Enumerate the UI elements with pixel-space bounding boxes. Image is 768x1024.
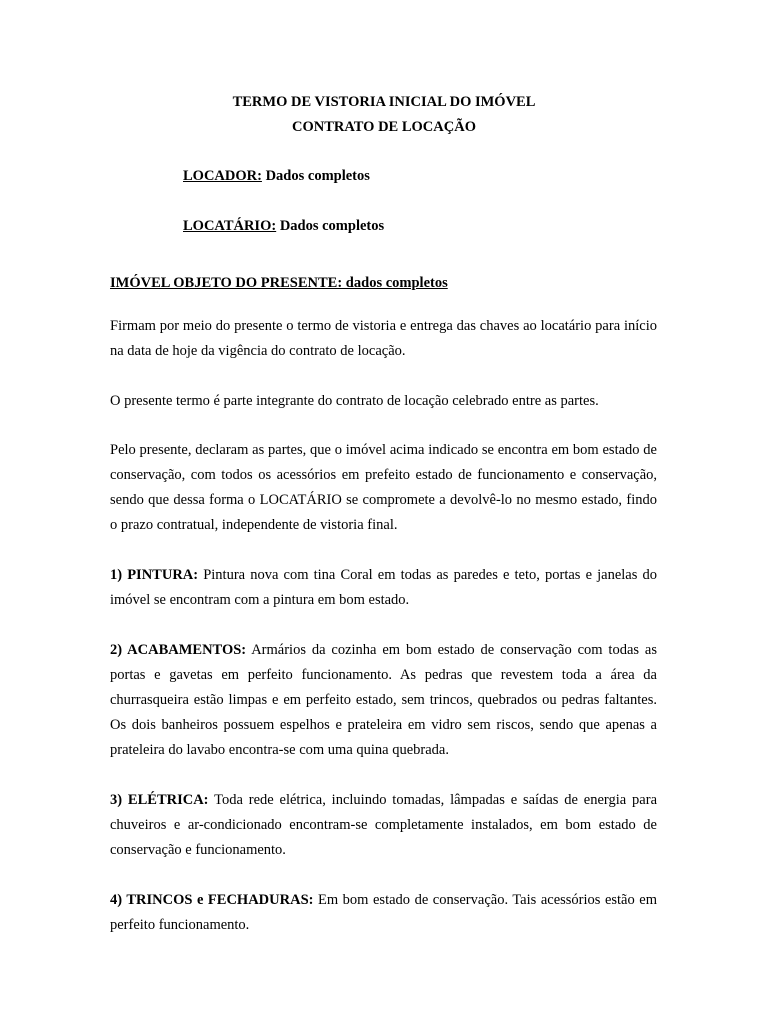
- paragraph-firmam: Firmam por meio do presente o termo de vistoria e entrega das chaves ao locatário para início na data de hoje da vigência do contrato de locação.: [110, 318, 657, 359]
- imovel-heading: IMÓVEL OBJETO DO PRESENTE: dados completos: [110, 275, 448, 291]
- item-trincos: [110, 888, 657, 938]
- paragraph-termo: O presente termo é parte integrante do contrato de locação celebrado entre as partes.: [110, 393, 599, 409]
- paragraph-declaracao: Pelo presente, declaram as partes, que o imóvel acima indicado se encontra em bom estado de conservação, com todos os acessórios em prefeito estado de funcionamento e conservação, sendo que dessa forma o LOCATÁRIO se compromete a devolvê-lo no mesmo estado, findo o prazo contratual, independente de vistoria final.: [110, 442, 657, 533]
- item-pintura: [110, 563, 657, 613]
- locador-value: Dados completos: [261, 168, 370, 184]
- locatario-label: LOCATÁRIO:: [183, 218, 277, 234]
- item-acabamentos-text: Armários da cozinha em bom estado de conservação com todas as portas e gavetas em perfeito funcionamento. As pedras que revestem toda a área da churrasqueira estão limpas e em perfeito estado, sem trincos, quebrados ou pedras faltantes. Os dois banheiros possuem espelhos e prateleira em vidro sem riscos, sendo que apenas a prateleira do lavabo encontra-se com uma quina quebrada.: [110, 642, 657, 758]
- locador-line: [183, 167, 370, 185]
- document-title: TERMO DE VISTORIA INICIAL DO IMÓVEL: [232, 94, 536, 110]
- locador-label: LOCADOR:: [183, 168, 262, 184]
- item-pintura-text: Pintura nova com tina Coral em todas as paredes e teto, portas e janelas do imóvel se encontram com a pintura em bom estado.: [110, 567, 658, 608]
- locatario-value: Dados completos: [276, 218, 385, 234]
- item-acabamentos: [110, 638, 657, 763]
- item-acabamentos-label: 2) ACABAMENTOS:: [110, 642, 247, 658]
- item-eletrica-label: 3) ELÉTRICA:: [110, 792, 209, 808]
- item-eletrica: [110, 788, 657, 863]
- item-trincos-text: Em bom estado de conservação. Tais acessórios estão em perfeito funcionamento.: [110, 892, 657, 933]
- item-eletrica-text: Toda rede elétrica, incluindo tomadas, lâmpadas e saídas de energia para chuveiros e ar-condicionado encontram-se completamente instalados, em bom estado de conservação e funcionamento.: [110, 792, 658, 858]
- imovel-heading-line: [110, 271, 657, 296]
- item-pintura-label: 1) PINTURA:: [110, 567, 199, 583]
- item-trincos-label: 4) TRINCOS e FECHADURAS:: [110, 892, 314, 908]
- document-subtitle: CONTRATO DE LOCAÇÃO: [292, 119, 476, 135]
- locatario-line: [183, 217, 384, 235]
